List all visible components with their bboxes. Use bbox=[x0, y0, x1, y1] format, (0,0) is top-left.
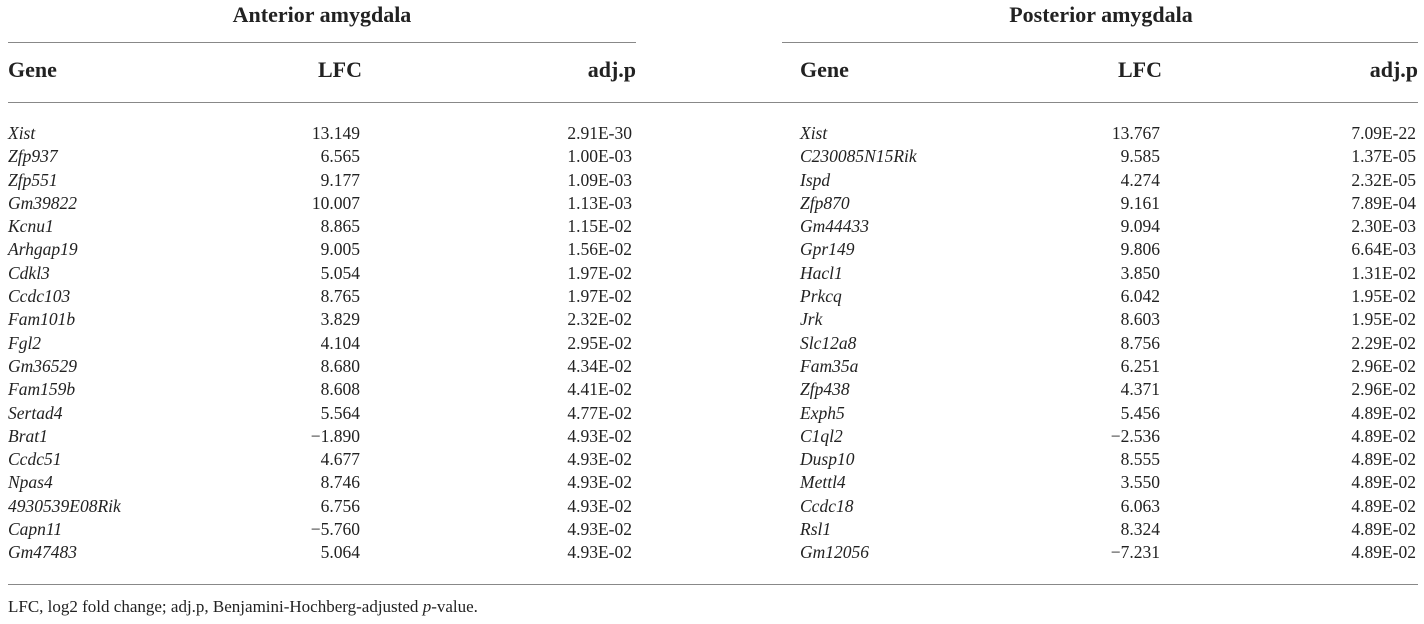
lfc-cell: 9.806 bbox=[1120, 239, 1160, 260]
table-row bbox=[782, 448, 1420, 471]
right-title-rule bbox=[782, 42, 1418, 43]
gene-cell: Prkcq bbox=[800, 286, 842, 307]
lfc-cell: 4.677 bbox=[320, 449, 360, 470]
gene-cell: Rsl1 bbox=[800, 519, 832, 540]
table-row bbox=[782, 355, 1420, 378]
gene-cell: Hacl1 bbox=[800, 262, 843, 283]
gene-cell: Gm44433 bbox=[800, 216, 870, 237]
lfc-cell: 8.555 bbox=[1120, 449, 1160, 470]
table-row bbox=[0, 238, 640, 261]
adjp-cell: 4.77E-02 bbox=[567, 402, 632, 423]
lfc-cell: 4.104 bbox=[320, 332, 360, 353]
adjp-cell: 1.00E-03 bbox=[567, 146, 632, 167]
table-row bbox=[782, 402, 1420, 425]
gene-cell: Sertad4 bbox=[8, 402, 63, 423]
adjp-cell: 2.32E-02 bbox=[567, 309, 632, 330]
lfc-cell: 8.865 bbox=[320, 216, 360, 237]
posterior-title: Posterior amygdala bbox=[1009, 2, 1193, 27]
adjp-cell: 4.93E-02 bbox=[567, 542, 632, 563]
footnote bbox=[8, 596, 478, 618]
gene-cell: Fgl2 bbox=[8, 332, 42, 353]
lfc-cell: 4.274 bbox=[1120, 169, 1160, 190]
table-row bbox=[782, 541, 1420, 564]
lfc-cell: 3.850 bbox=[1120, 262, 1160, 283]
table-row bbox=[782, 495, 1420, 518]
table-row bbox=[0, 332, 640, 355]
gene-cell: Brat1 bbox=[8, 425, 48, 446]
header-rule bbox=[8, 102, 1418, 103]
gene-cell: C230085N15Rik bbox=[800, 146, 917, 167]
lfc-cell: −2.536 bbox=[1110, 425, 1160, 446]
lfc-cell: 5.564 bbox=[320, 402, 360, 423]
adjp-cell: 2.30E-03 bbox=[1351, 216, 1416, 237]
lfc-cell: 6.756 bbox=[320, 495, 360, 516]
table-row bbox=[0, 122, 640, 145]
gene-cell: 4930539E08Rik bbox=[8, 495, 121, 516]
anterior-adjp-header: adj.p bbox=[587, 57, 636, 82]
table-row bbox=[0, 378, 640, 401]
lfc-cell: 8.680 bbox=[320, 355, 360, 376]
anterior-rows bbox=[0, 122, 640, 565]
adjp-cell: 1.56E-02 bbox=[567, 239, 632, 260]
adjp-cell: 4.89E-02 bbox=[1351, 472, 1416, 493]
anterior-gene-header: Gene bbox=[8, 57, 57, 82]
gene-cell: Exph5 bbox=[800, 402, 845, 423]
table-row bbox=[782, 285, 1420, 308]
table-row bbox=[782, 332, 1420, 355]
posterior-adjp-header: adj.p bbox=[1369, 57, 1418, 82]
table-row bbox=[782, 425, 1420, 448]
gene-cell: Ccdc18 bbox=[800, 495, 854, 516]
table-row bbox=[782, 262, 1420, 285]
adjp-cell: 7.09E-22 bbox=[1351, 123, 1416, 143]
adjp-cell: 1.15E-02 bbox=[567, 216, 632, 237]
table-row bbox=[0, 425, 640, 448]
lfc-cell: 8.765 bbox=[320, 286, 360, 307]
adjp-cell: 4.89E-02 bbox=[1351, 402, 1416, 423]
lfc-cell: 8.324 bbox=[1120, 519, 1160, 540]
lfc-cell: −7.231 bbox=[1110, 542, 1160, 563]
gene-cell: Npas4 bbox=[8, 472, 53, 493]
gene-cell: Ispd bbox=[800, 169, 831, 190]
gene-cell: Gpr149 bbox=[800, 239, 855, 260]
gene-cell: Jrk bbox=[800, 309, 823, 330]
table-row bbox=[0, 402, 640, 425]
table-row bbox=[0, 541, 640, 564]
adjp-cell: 1.97E-02 bbox=[567, 286, 632, 307]
adjp-cell: 4.89E-02 bbox=[1351, 495, 1416, 516]
anterior-lfc-header: LFC bbox=[318, 57, 362, 82]
gene-cell: Gm39822 bbox=[8, 192, 78, 213]
gene-cell: Zfp438 bbox=[800, 379, 850, 400]
table-row bbox=[782, 378, 1420, 401]
table-row bbox=[782, 192, 1420, 215]
footnote-suffix: -value. bbox=[431, 597, 478, 616]
adjp-cell: 6.64E-03 bbox=[1351, 239, 1416, 260]
adjp-cell: 1.37E-05 bbox=[1351, 146, 1416, 167]
gene-cell: Mettl4 bbox=[800, 472, 846, 493]
gene-cell: Slc12a8 bbox=[800, 332, 857, 353]
table-row bbox=[782, 471, 1420, 494]
adjp-cell: 1.95E-02 bbox=[1351, 309, 1416, 330]
adjp-cell: 4.89E-02 bbox=[1351, 519, 1416, 540]
adjp-cell: 4.93E-02 bbox=[567, 425, 632, 446]
table-row bbox=[782, 122, 1420, 145]
footnote-italic: p bbox=[422, 597, 432, 616]
adjp-cell: 1.13E-03 bbox=[567, 192, 632, 213]
table-row bbox=[782, 518, 1420, 541]
lfc-cell: 5.054 bbox=[320, 262, 360, 283]
lfc-cell: 6.565 bbox=[320, 146, 360, 167]
table-row bbox=[782, 215, 1420, 238]
table-row bbox=[0, 448, 640, 471]
gene-cell: Cdkl3 bbox=[8, 262, 50, 283]
adjp-cell: 4.34E-02 bbox=[567, 355, 632, 376]
table-row bbox=[0, 495, 640, 518]
lfc-cell: 5.064 bbox=[320, 542, 360, 563]
lfc-cell: 6.063 bbox=[1120, 495, 1160, 516]
adjp-cell: 4.89E-02 bbox=[1351, 542, 1416, 563]
table-row bbox=[0, 355, 640, 378]
table-row bbox=[782, 169, 1420, 192]
lfc-cell: 9.177 bbox=[320, 169, 360, 190]
footnote-prefix: LFC, log2 fold change; adj.p, Benjamini-Hochberg-adjusted bbox=[8, 597, 423, 616]
gene-cell: Zfp870 bbox=[800, 192, 850, 213]
lfc-cell: 13.149 bbox=[311, 123, 360, 143]
adjp-cell: 4.41E-02 bbox=[567, 379, 632, 400]
gene-cell: C1ql2 bbox=[800, 425, 843, 446]
table-row bbox=[0, 145, 640, 168]
adjp-cell: 7.89E-04 bbox=[1351, 192, 1416, 213]
gene-cell: Xist bbox=[800, 123, 828, 143]
gene-cell: Arhgap19 bbox=[8, 239, 78, 260]
adjp-cell: 2.29E-02 bbox=[1351, 332, 1416, 353]
gene-cell: Zfp551 bbox=[8, 169, 58, 190]
lfc-cell: 9.161 bbox=[1120, 192, 1160, 213]
lfc-cell: −5.760 bbox=[310, 519, 360, 540]
lfc-cell: 9.585 bbox=[1120, 146, 1160, 167]
lfc-cell: 6.251 bbox=[1120, 355, 1160, 376]
adjp-cell: 2.32E-05 bbox=[1351, 169, 1416, 190]
lfc-cell: 8.603 bbox=[1120, 309, 1160, 330]
table-row bbox=[0, 518, 640, 541]
lfc-cell: 6.042 bbox=[1120, 286, 1160, 307]
lfc-cell: 8.608 bbox=[320, 379, 360, 400]
adjp-cell: 1.09E-03 bbox=[567, 169, 632, 190]
lfc-cell: 13.767 bbox=[1111, 123, 1160, 143]
lfc-cell: 10.007 bbox=[311, 192, 360, 213]
posterior-panel bbox=[782, 0, 1420, 563]
adjp-cell: 4.89E-02 bbox=[1351, 425, 1416, 446]
adjp-cell: 1.95E-02 bbox=[1351, 286, 1416, 307]
table-row bbox=[0, 262, 640, 285]
adjp-cell: 4.93E-02 bbox=[567, 472, 632, 493]
adjp-cell: 4.89E-02 bbox=[1351, 449, 1416, 470]
gene-cell: Ccdc103 bbox=[8, 286, 71, 307]
gene-cell: Fam159b bbox=[8, 379, 76, 400]
gene-cell: Fam101b bbox=[8, 309, 76, 330]
adjp-cell: 2.96E-02 bbox=[1351, 379, 1416, 400]
gene-cell: Zfp937 bbox=[8, 146, 58, 167]
table-row bbox=[0, 215, 640, 238]
gene-cell: Ccdc51 bbox=[8, 449, 62, 470]
lfc-cell: 9.005 bbox=[320, 239, 360, 260]
table-row bbox=[0, 285, 640, 308]
gene-cell: Gm12056 bbox=[800, 542, 870, 563]
left-title-rule bbox=[8, 42, 636, 43]
lfc-cell: 3.829 bbox=[320, 309, 360, 330]
adjp-cell: 4.93E-02 bbox=[567, 495, 632, 516]
gene-cell: Kcnu1 bbox=[8, 216, 54, 237]
gene-cell: Capn11 bbox=[8, 519, 63, 540]
adjp-cell: 1.31E-02 bbox=[1351, 262, 1416, 283]
anterior-title: Anterior amygdala bbox=[232, 2, 412, 27]
anterior-panel bbox=[0, 0, 640, 563]
adjp-cell: 2.91E-30 bbox=[567, 123, 632, 143]
table-row bbox=[782, 308, 1420, 331]
lfc-cell: 9.094 bbox=[1120, 216, 1160, 237]
table-row bbox=[0, 308, 640, 331]
posterior-rows bbox=[782, 122, 1420, 565]
gene-cell: Dusp10 bbox=[800, 449, 855, 470]
adjp-cell: 2.96E-02 bbox=[1351, 355, 1416, 376]
lfc-cell: 5.456 bbox=[1120, 402, 1160, 423]
table-row bbox=[782, 238, 1420, 261]
table-row bbox=[0, 471, 640, 494]
posterior-lfc-header: LFC bbox=[1118, 57, 1162, 82]
posterior-gene-header: Gene bbox=[800, 57, 849, 82]
lfc-cell: 4.371 bbox=[1120, 379, 1160, 400]
table-row bbox=[0, 169, 640, 192]
lfc-cell: 3.550 bbox=[1120, 472, 1160, 493]
gene-cell: Xist bbox=[8, 123, 36, 143]
adjp-cell: 4.93E-02 bbox=[567, 519, 632, 540]
table-row bbox=[0, 192, 640, 215]
gene-cell: Gm47483 bbox=[8, 542, 78, 563]
adjp-cell: 1.97E-02 bbox=[567, 262, 632, 283]
lfc-cell: 8.756 bbox=[1120, 332, 1160, 353]
adjp-cell: 2.95E-02 bbox=[567, 332, 632, 353]
adjp-cell: 4.93E-02 bbox=[567, 449, 632, 470]
bottom-rule bbox=[8, 584, 1418, 585]
lfc-cell: 8.746 bbox=[320, 472, 360, 493]
lfc-cell: −1.890 bbox=[310, 425, 360, 446]
table-row bbox=[782, 145, 1420, 168]
gene-cell: Gm36529 bbox=[8, 355, 78, 376]
gene-cell: Fam35a bbox=[800, 355, 859, 376]
